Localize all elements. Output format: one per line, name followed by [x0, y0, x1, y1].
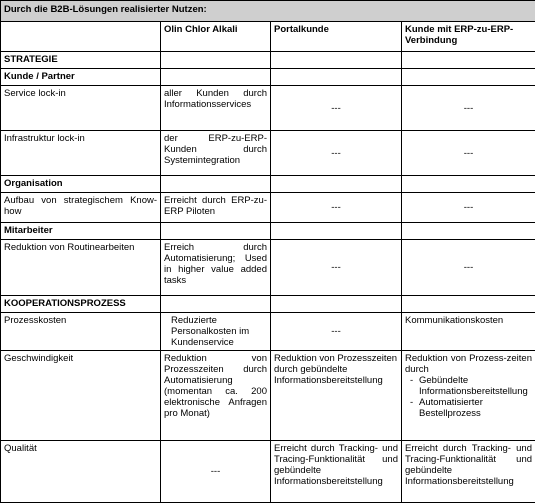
cell-erp-intro: Reduktion von Prozess-zeiten durch — [405, 353, 532, 375]
list-item: - Gebündelte Informationsbereitstellung — [419, 375, 532, 397]
section-koop — [1, 296, 535, 313]
title-row — [1, 1, 535, 22]
cell-portal: --- — [271, 131, 402, 176]
cell-portal: --- — [271, 240, 402, 296]
cell-erp: --- — [402, 131, 535, 176]
table-row — [1, 86, 535, 131]
cell-olin: Reduktion von Prozesszeiten durch Automatisierung (momentan ca. 200 elektronische Anfragen pro Monat) — [161, 351, 271, 441]
table-row — [1, 313, 535, 351]
cell-portal: Reduktion von Prozesszeiten durch gebündelte Informationsbereitstellung — [271, 351, 402, 441]
row-label: Reduktion von Routinearbeiten — [1, 240, 161, 296]
header-row — [1, 22, 535, 52]
table-row — [1, 351, 535, 441]
cell-portal: Erreicht durch Tracking- und Tracing-Funktionalität und gebündelte Informationsbereitstellung — [271, 441, 402, 503]
cell-erp: Erreicht durch Tracking- und Tracing-Funktionalität und gebündelte Informationsbereitstellung — [402, 441, 535, 503]
list-item: - Automatisierter Bestellprozess — [419, 397, 532, 419]
cell-olin: Erreich durch Automatisierung; Used in higher value added tasks — [161, 240, 271, 296]
row-label: Prozesskosten — [1, 313, 161, 351]
section-label: STRATEGIE — [1, 52, 161, 69]
cell-olin-text: Reduzierte Personalkosten im Kundenservice — [164, 315, 267, 348]
subsection-label: Kunde / Partner — [1, 69, 161, 86]
cell-portal: --- — [271, 86, 402, 131]
cell-olin: der ERP-zu-ERP-Kunden durch Systemintegration — [161, 131, 271, 176]
table-row — [1, 240, 535, 296]
header-empty — [1, 22, 161, 52]
row-label: Aufbau von strategischem Know-how — [1, 193, 161, 223]
cell-erp: --- — [402, 86, 535, 131]
section-strategie — [1, 52, 535, 69]
cell-erp-list — [405, 375, 532, 419]
row-label: Geschwindigkeit — [1, 351, 161, 441]
subsection-kunde-partner — [1, 69, 535, 86]
table-title: Durch die B2B-Lösungen realisierter Nutzen: — [1, 1, 535, 22]
cell-erp: --- — [402, 240, 535, 296]
cell-erp: Kommunikationskosten — [402, 313, 535, 351]
table-row — [1, 193, 535, 223]
cell-olin: Erreicht durch ERP-zu-ERP Piloten — [161, 193, 271, 223]
subsection-organisation — [1, 176, 535, 193]
header-erp: Kunde mit ERP-zu-ERP-Verbindung — [402, 22, 535, 52]
table-row — [1, 131, 535, 176]
row-label: Service lock-in — [1, 86, 161, 131]
cell-portal: --- — [271, 313, 402, 351]
row-label: Infrastruktur lock-in — [1, 131, 161, 176]
row-label: Qualität — [1, 441, 161, 503]
subsection-label: Mitarbeiter — [1, 223, 161, 240]
cell-erp — [402, 351, 535, 441]
cell-erp: --- — [402, 193, 535, 223]
cell-olin: --- — [161, 441, 271, 503]
subsection-label: Organisation — [1, 176, 161, 193]
cell-olin: aller Kunden durch Informationsservices — [161, 86, 271, 131]
cell-olin — [161, 313, 271, 351]
subsection-mitarbeiter — [1, 223, 535, 240]
cell-portal: --- — [271, 193, 402, 223]
header-portal: Portalkunde — [271, 22, 402, 52]
table-row — [1, 441, 535, 503]
section-label: KOOPERATIONSPROZESS — [1, 296, 161, 313]
header-olin: Olin Chlor Alkali — [161, 22, 271, 52]
